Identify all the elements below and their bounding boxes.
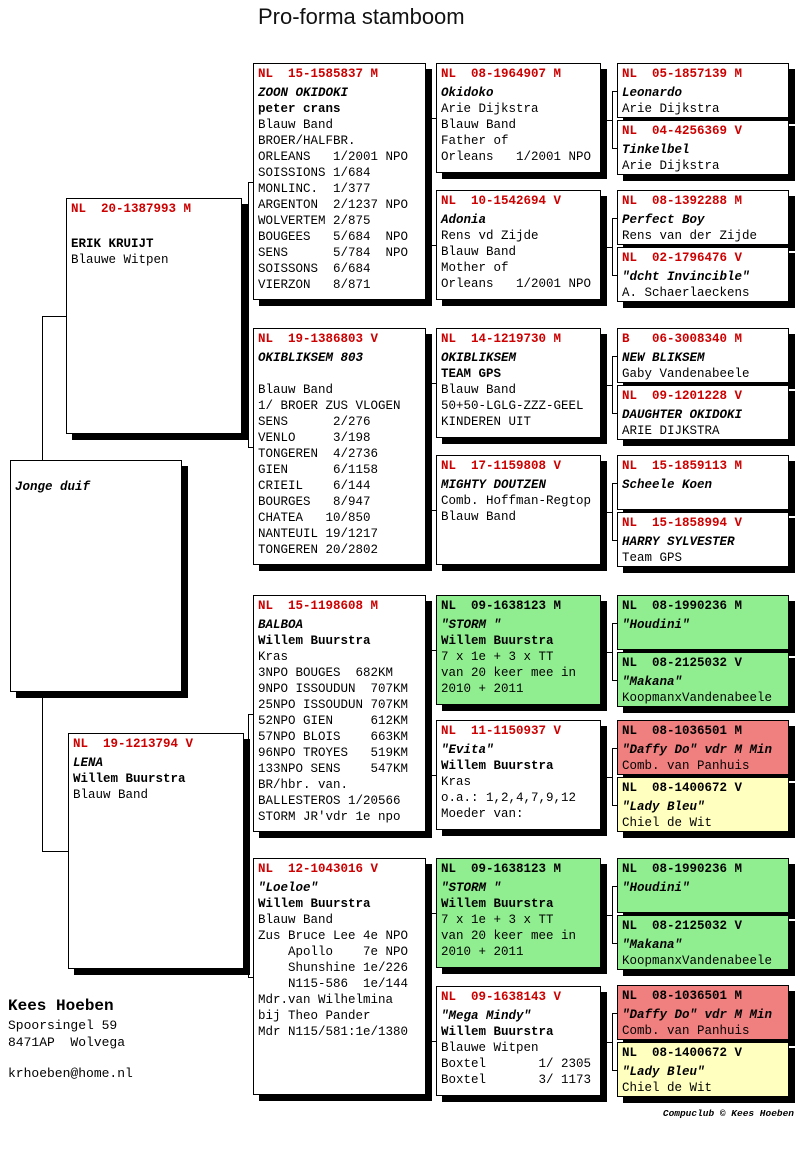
pedigree-connector-line <box>601 247 612 248</box>
pedigree-text-line: Rens vd Zijde <box>441 229 539 243</box>
pedigree-text-line: Mother of <box>441 261 509 275</box>
pedigree-connector-line <box>601 777 612 778</box>
pedigree-text-line: STORM JR'vdr 1e npo <box>258 810 401 824</box>
pedigree-box-c3 <box>436 328 601 438</box>
pedigree-text-line: ARGENTON 2/1237 NPO <box>258 198 409 212</box>
ring-number: NL 08-1036501 M <box>622 724 743 738</box>
pedigree-connector-line <box>612 483 613 541</box>
pedigree-box-sire <box>66 198 242 434</box>
pedigree-text-line: BALLESTEROS 1/20566 <box>258 794 401 808</box>
pedigree-text-line: Blauwe Witpen <box>441 1041 539 1055</box>
ring-number: NL 08-1400672 V <box>622 781 743 795</box>
pedigree-text-line: Rens van der Zijde <box>622 229 758 243</box>
pedigree-text-line: "Daffy Do" vdr M Min <box>622 743 773 757</box>
ring-number: NL 10-1542694 V <box>441 194 562 208</box>
pedigree-box-d12 <box>617 777 789 832</box>
pedigree-text-line: CHATEA 10/850 <box>258 511 371 525</box>
pedigree-text-line: Willem Buurstra <box>441 1025 554 1039</box>
pedigree-text-line: A. Schaerlaeckens <box>622 286 750 300</box>
pedigree-text-line: "STORM " <box>441 881 502 895</box>
pedigree-text-line: Orleans 1/2001 NPO <box>441 150 592 164</box>
pedigree-connector-line <box>431 913 432 1042</box>
pedigree-text-line <box>258 366 421 382</box>
pedigree-text-line: Blauw Band <box>441 383 517 397</box>
pedigree-box-b4 <box>253 858 426 1095</box>
ring-number: NL 05-1857139 M <box>622 67 743 81</box>
pedigree-text-line: Blauw Band <box>258 383 334 397</box>
pedigree-text-line: Adonia <box>441 213 487 227</box>
pedigree-text-line: "Makana" <box>622 938 683 952</box>
ring-number: NL 14-1219730 M <box>441 332 562 346</box>
pedigree-text-line: BOURGES 8/947 <box>258 495 371 509</box>
pedigree-connector-line <box>612 1013 613 1071</box>
ring-number: NL 20-1387993 M <box>71 202 192 216</box>
pedigree-text-line: Willem Buurstra <box>441 897 554 911</box>
pedigree-text-line: Moeder van: <box>441 807 524 821</box>
pedigree-text-line: HARRY SYLVESTER <box>622 535 735 549</box>
pedigree-text-line: Mdr.van Wilhelmina <box>258 993 394 1007</box>
ring-number: NL 19-1213794 V <box>73 737 194 751</box>
pedigree-text-line: 52NPO GIEN 612KM <box>258 714 409 728</box>
pedigree-text-line: Okidoko <box>441 86 494 100</box>
pedigree-text-line: "Houdini" <box>622 618 690 632</box>
pedigree-box-d8 <box>617 512 789 567</box>
pedigree-box-d16 <box>617 1042 789 1097</box>
ring-number: NL 08-2125032 V <box>622 656 743 670</box>
pedigree-text-line: OKIBLIKSEM 803 <box>258 351 364 365</box>
pedigree-text-line: KoopmanxVandenabeele <box>622 954 773 968</box>
pedigree-box-c7 <box>436 858 601 968</box>
ring-number: NL 08-2125032 V <box>622 919 743 933</box>
pedigree-connector-line <box>612 748 613 806</box>
pedigree-text-line: Blauw Band <box>441 510 517 524</box>
pedigree-text-line: Leonardo <box>622 86 683 100</box>
pedigree-text-line: 57NPO BLOIS 663KM <box>258 730 409 744</box>
pedigree-box-d6 <box>617 385 789 440</box>
pedigree-text-line: SENS 5/784 NPO <box>258 246 409 260</box>
pedigree-text-line: Blauw Band <box>73 788 149 802</box>
pedigree-text-line: BR/hbr. van. <box>258 778 349 792</box>
owner-block <box>8 995 133 1082</box>
pedigree-text-line: van 20 keer mee in <box>441 929 577 943</box>
pedigree-text-line: ZOON OKIDOKI <box>258 86 349 100</box>
pedigree-text-line: BOUGEES 5/684 NPO <box>258 230 409 244</box>
pedigree-text-line: 2010 + 2011 <box>441 945 524 959</box>
pedigree-connector-line <box>601 652 612 653</box>
pedigree-text-line: VIERZON 8/871 <box>258 278 371 292</box>
ring-number: NL 15-1585837 M <box>258 67 379 81</box>
ring-number: NL 02-1796476 V <box>622 251 743 265</box>
pedigree-box-d13 <box>617 858 789 913</box>
pedigree-text-line: Comb. van Panhuis <box>622 759 750 773</box>
pedigree-text-line: "Lady Bleu" <box>622 800 705 814</box>
pedigree-text-line: o.a.: 1,2,4,7,9,12 <box>441 791 577 805</box>
ring-number: NL 17-1159808 V <box>441 459 562 473</box>
pedigree-connector-line <box>244 846 248 847</box>
ring-number: NL 04-4256369 V <box>622 124 743 138</box>
pedigree-text-line: peter crans <box>258 102 341 116</box>
pedigree-text-line: NEW BLIKSEM <box>622 351 705 365</box>
pedigree-box-c6 <box>436 720 601 830</box>
pedigree-text-line: Orleans 1/2001 NPO <box>441 277 592 291</box>
pedigree-box-c1 <box>436 63 601 173</box>
ring-number: NL 08-1392288 M <box>622 194 743 208</box>
pedigree-text-line: "Lady Bleu" <box>622 1065 705 1079</box>
pedigree-text-line: Perfect Boy <box>622 213 705 227</box>
pedigree-text-line: Shunshine 1e/226 <box>258 961 409 975</box>
pedigree-text-line: 7 x 1e + 3 x TT <box>441 913 554 927</box>
pedigree-text-line: ORLEANS 1/2001 NPO <box>258 150 409 164</box>
pedigree-text-line: Comb. Hoffman-Regtop <box>441 494 592 508</box>
pedigree-connector-line <box>431 650 432 776</box>
pedigree-box-c2 <box>436 190 601 300</box>
pedigree-text-line: N115-586 1e/144 <box>258 977 409 991</box>
pedigree-text-line: Blauw Band <box>258 913 334 927</box>
ring-number: NL 09-1638123 M <box>441 862 562 876</box>
pedigree-text-line: KINDEREN UIT <box>441 415 532 429</box>
pedigree-connector-line <box>426 713 431 714</box>
pedigree-text-line: Arie Dijkstra <box>441 102 539 116</box>
pedigree-text-line: ARIE DIJKSTRA <box>622 424 720 438</box>
pedigree-box-d15 <box>617 985 789 1040</box>
ring-number: NL 08-1990236 M <box>622 862 743 876</box>
pedigree-text-line: bij Theo Pander <box>258 1009 371 1023</box>
pedigree-text-line: BALBOA <box>258 618 304 632</box>
pedigree-text-line: Team GPS <box>622 551 683 565</box>
pedigree-text-line: Scheele Koen <box>622 478 713 492</box>
pedigree-box-d7 <box>617 455 789 510</box>
pedigree-connector-line <box>601 1042 612 1043</box>
pedigree-text-line: Gaby Vandenabeele <box>622 367 750 381</box>
ring-number: B 06-3008340 M <box>622 332 743 346</box>
ring-number: NL 12-1043016 V <box>258 862 379 876</box>
owner-email: krhoeben@home.nl <box>8 1066 133 1081</box>
pedigree-connector-line <box>431 118 432 246</box>
pedigree-text-line <box>71 220 237 236</box>
pedigree-box-dam <box>68 733 244 969</box>
owner-street: Spoorsingel 59 <box>8 1018 118 1033</box>
pedigree-connector-line <box>601 385 612 386</box>
pedigree-box-d14 <box>617 915 789 970</box>
pedigree-text-line: Willem Buurstra <box>258 634 371 648</box>
pedigree-text-line: "Daffy Do" vdr M Min <box>622 1008 773 1022</box>
pedigree-box-b3 <box>253 595 426 832</box>
pedigree-text-line: OKIBLIKSEM <box>441 351 517 365</box>
pedigree-text-line: VENLO 3/198 <box>258 431 371 445</box>
pedigree-text-line: Willem Buurstra <box>258 897 371 911</box>
pedigree-text-line: "Mega Mindy" <box>441 1009 532 1023</box>
pedigree-text-line: Willem Buurstra <box>441 759 554 773</box>
pedigree-text-line: WOLVERTEM 2/875 <box>258 214 371 228</box>
pedigree-connector-line <box>612 218 613 276</box>
pedigree-text-line: Arie Dijkstra <box>622 159 720 173</box>
pedigree-text-line: Apollo 7e NPO <box>258 945 409 959</box>
pedigree-text-line: SENS 2/276 <box>258 415 371 429</box>
pedigree-box-d10 <box>617 652 789 707</box>
pedigree-text-line: Blauwe Witpen <box>71 253 169 267</box>
pedigree-connector-line <box>42 851 68 852</box>
pedigree-text-line: 3NPO BOUGES 682KM <box>258 666 394 680</box>
pedigree-text-line: Father of <box>441 134 509 148</box>
ring-number: NL 19-1386803 V <box>258 332 379 346</box>
pedigree-text-line: ERIK KRUIJT <box>71 237 154 251</box>
pedigree-text-line: "STORM " <box>441 618 502 632</box>
pedigree-box-d1 <box>617 63 789 118</box>
pedigree-text-line: Kras <box>258 650 289 664</box>
pedigree-connector-line <box>601 120 612 121</box>
pedigree-box-d9 <box>617 595 789 650</box>
pedigree-box-b2 <box>253 328 426 565</box>
pedigree-text-line: LENA <box>73 756 104 770</box>
pedigree-box-d2 <box>617 120 789 175</box>
ring-number: NL 08-1400672 V <box>622 1046 743 1060</box>
pedigree-text-line: Boxtel 3/ 1173 <box>441 1073 592 1087</box>
pedigree-text-line: Willem Buurstra <box>73 772 186 786</box>
ring-number: NL 09-1201228 V <box>622 389 743 403</box>
pedigree-connector-line <box>431 383 432 511</box>
pedigree-connector-line <box>248 182 249 448</box>
pedigree-box-c5 <box>436 595 601 705</box>
ring-number: NL 15-1858994 V <box>622 516 743 530</box>
credit-line: Compuclub © Kees Hoeben <box>662 1108 794 1119</box>
pedigree-text-line <box>15 463 177 479</box>
pedigree-connector-line <box>601 915 612 916</box>
pedigree-connector-line <box>612 623 613 681</box>
ring-number: NL 15-1859113 M <box>622 459 743 473</box>
pedigree-connector-line <box>612 886 613 944</box>
pedigree-text-line: Blauw Band <box>258 118 334 132</box>
ring-number: NL 08-1990236 M <box>622 599 743 613</box>
pedigree-text-line: "Evita" <box>441 743 494 757</box>
pedigree-text-line: GIEN 6/1158 <box>258 463 379 477</box>
pedigree-box-d11 <box>617 720 789 775</box>
pedigree-text-line: "dcht Invincible" <box>622 270 750 284</box>
pedigree-connector-line <box>426 182 431 183</box>
pedigree-text-line: SOISSIONS 1/684 <box>258 166 371 180</box>
owner-name: Kees Hoeben <box>8 997 114 1015</box>
pedigree-text-line: MONLINC. 1/377 <box>258 182 371 196</box>
ring-number: NL 08-1964907 M <box>441 67 562 81</box>
pedigree-text-line: KoopmanxVandenabeele <box>622 691 773 705</box>
pedigree-connector-line <box>426 447 431 448</box>
pedigree-text-line: DAUGHTER OKIDOKI <box>622 408 743 422</box>
pedigree-text-line: 25NPO ISSOUDUN 707KM <box>258 698 409 712</box>
owner-city: 8471AP Wolvega <box>8 1035 126 1050</box>
pedigree-text-line: 1/ BROER ZUS VLOGEN <box>258 399 401 413</box>
pedigree-text-line: "Loeloe" <box>258 881 319 895</box>
pedigree-text-line: BROER/HALFBR. <box>258 134 356 148</box>
pedigree-text-line: NANTEUIL 19/1217 <box>258 527 379 541</box>
pedigree-text-line: 50+50-LGLG-ZZZ-GEEL <box>441 399 584 413</box>
pedigree-text-line: Blauw Band <box>441 118 517 132</box>
pedigree-text-line: SOISSONS 6/684 <box>258 262 371 276</box>
pedigree-box-d5 <box>617 328 789 383</box>
pedigree-box-young <box>10 460 182 692</box>
pedigree-connector-line <box>242 315 248 316</box>
pedigree-text-line: Jonge duif <box>15 480 91 494</box>
pedigree-text-line: CRIEIL 6/144 <box>258 479 371 493</box>
pedigree-connector-line <box>612 356 613 414</box>
pedigree-text-line: van 20 keer mee in <box>441 666 577 680</box>
ring-number: NL 09-1638123 M <box>441 599 562 613</box>
pedigree-text-line: Chiel de Wit <box>622 1081 713 1095</box>
pedigree-connector-line <box>42 316 66 317</box>
pedigree-box-c8 <box>436 986 601 1096</box>
ring-number: NL 11-1150937 V <box>441 724 562 738</box>
pedigree-text-line: Willem Buurstra <box>441 634 554 648</box>
pedigree-text-line: "Makana" <box>622 675 683 689</box>
ring-number: NL 08-1036501 M <box>622 989 743 1003</box>
page-title: Pro-forma stamboom <box>258 4 465 29</box>
pedigree-connector-line <box>612 91 613 149</box>
pedigree-text-line: Arie Dijkstra <box>622 102 720 116</box>
pedigree-text-line: 2010 + 2011 <box>441 682 524 696</box>
pedigree-text-line: 7 x 1e + 3 x TT <box>441 650 554 664</box>
pedigree-text-line: TEAM GPS <box>441 367 502 381</box>
pedigree-box-d4 <box>617 247 789 302</box>
pedigree-box-d3 <box>617 190 789 245</box>
pedigree-connector-line <box>426 977 431 978</box>
pedigree-connector-line <box>248 714 249 978</box>
pedigree-text-line: Blauw Band <box>441 245 517 259</box>
pedigree-text-line: MIGHTY DOUTZEN <box>441 478 547 492</box>
pedigree-text-line: TONGEREN 4/2736 <box>258 447 379 461</box>
pedigree-text-line: Kras <box>441 775 472 789</box>
pedigree-text-line: 96NPO TROYES 519KM <box>258 746 409 760</box>
pedigree-box-b1 <box>253 63 426 300</box>
pedigree-text-line: "Houdini" <box>622 881 690 895</box>
pedigree-box-c4 <box>436 455 601 565</box>
ring-number: NL 15-1198608 M <box>258 599 379 613</box>
pedigree-text-line: Mdr N115/581:1e/1380 <box>258 1025 409 1039</box>
pedigree-text-line: Chiel de Wit <box>622 816 713 830</box>
pedigree-text-line: Comb. van Panhuis <box>622 1024 750 1038</box>
pedigree-text-line: 133NPO SENS 547KM <box>258 762 409 776</box>
pedigree-text-line: Boxtel 1/ 2305 <box>441 1057 592 1071</box>
ring-number: NL 09-1638143 V <box>441 990 562 1004</box>
pedigree-text-line: Tinkelbel <box>622 143 690 157</box>
pedigree-connector-line <box>601 512 612 513</box>
pedigree-text-line: TONGEREN 20/2802 <box>258 543 379 557</box>
pedigree-text-line: Zus Bruce Lee 4e NPO <box>258 929 409 943</box>
pedigree-text-line: 9NPO ISSOUDUN 707KM <box>258 682 409 696</box>
